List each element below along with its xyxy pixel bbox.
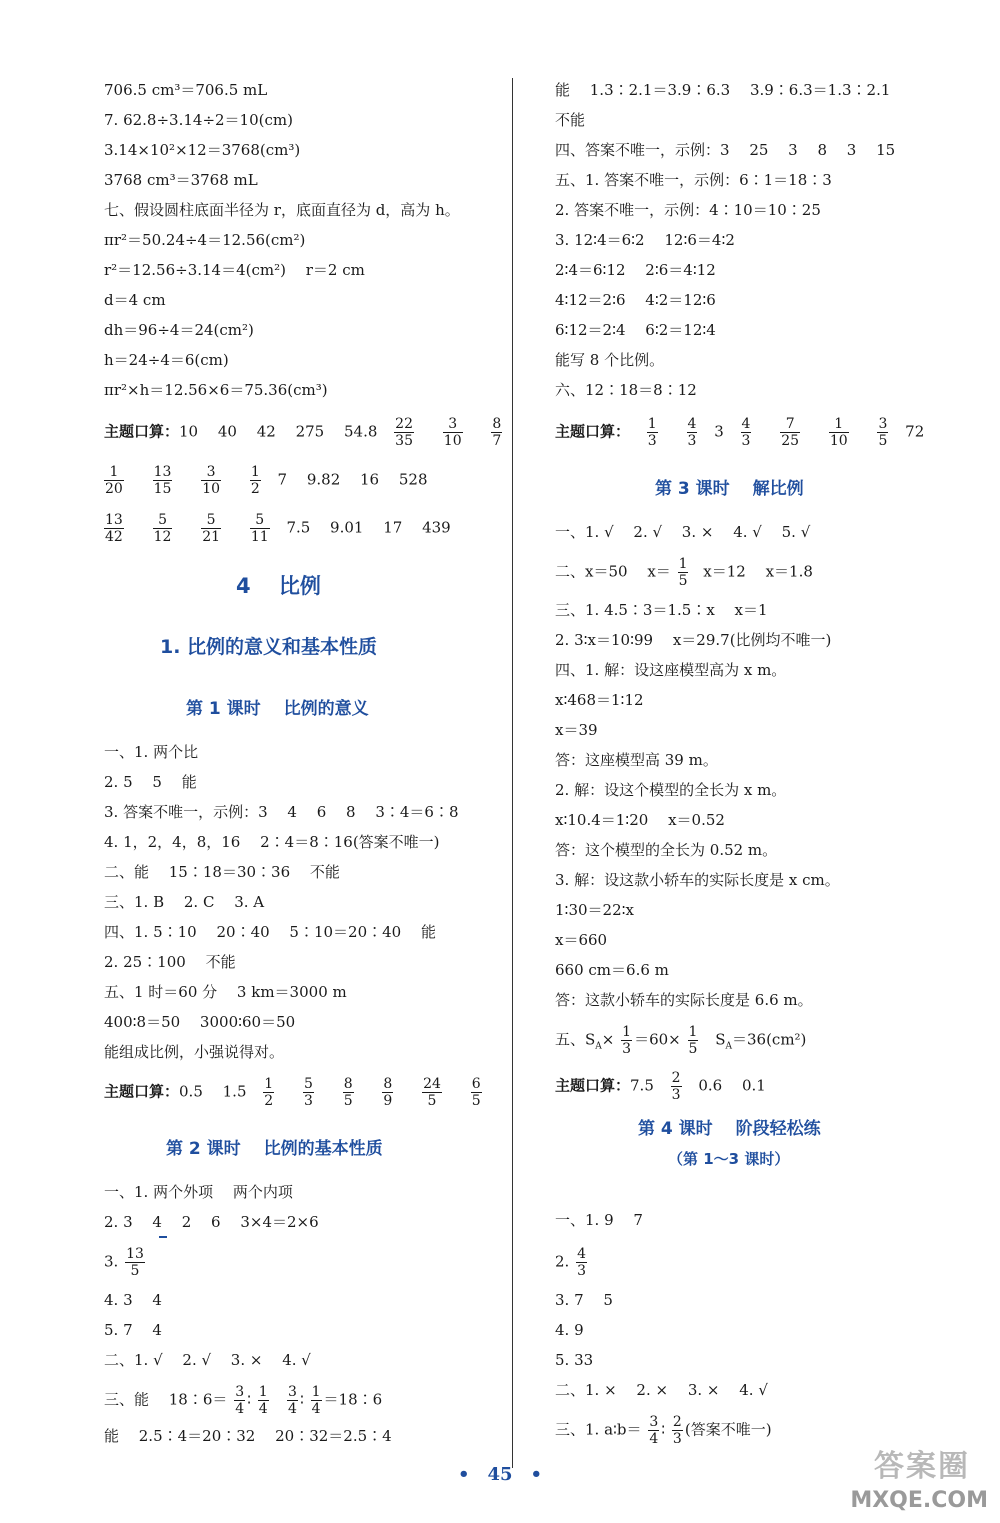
mental-math-label: 主题口算：: [104, 1082, 180, 1101]
answer-line: 五、1 时＝60 分 3 km＝3000 m: [104, 983, 347, 1001]
answer-line: 一、1. 两个外项 两个内项: [104, 1183, 293, 1201]
answer-line: 二、1. × 2. × 3. × 4. √: [555, 1381, 768, 1399]
fraction: $\frac{3}{4}$: [288, 1384, 297, 1417]
watermark-logo: 答案圈: [874, 1449, 970, 1484]
answer-line: 7. 62.8÷3.14÷2＝10(cm): [104, 111, 293, 129]
mental-math-row: [92, 512, 451, 545]
fraction: $\frac{1}{4}$: [311, 1384, 321, 1417]
mental-math-row: [104, 416, 514, 449]
answer-line: 6∶12＝2∶4 6∶2＝12∶4: [555, 321, 716, 339]
answer-line: 三、1. a∶b＝ $\frac{3}{4}$ ∶ $\frac{2}{3}$ (答案不唯一): [555, 1414, 772, 1447]
mental-math-label: 主题口算：: [555, 422, 631, 441]
answer-line: 706.5 cm³＝706.5 mL: [104, 81, 268, 99]
answer-line: x＝660: [555, 931, 608, 949]
fraction: $\frac{1}{2}$: [264, 1076, 274, 1109]
lesson-title: 第 2 课时 比例的基本性质: [166, 1139, 383, 1159]
fraction: $\frac{3}{10}$: [202, 464, 221, 497]
answer-line: 三、能 18∶6＝ $\frac{3}{4}$ ∶ $\frac{1}{4}$ $\frac{3}{4}$ ∶ $\frac{1}{4}$ ＝18∶6: [104, 1384, 383, 1417]
fraction: $\frac{4}{3}$: [577, 1246, 587, 1279]
answer-line: 2∶4＝6∶12 2∶6＝4∶12: [555, 261, 716, 279]
answer-line: 2. 解：设这个模型的全长为 x m。: [555, 781, 787, 799]
answer-line: 一、1. 9 7: [555, 1211, 643, 1229]
fraction: $\frac{1}{3}$: [647, 416, 657, 449]
answer-line: 3.14×10²×12＝3768(cm³): [104, 141, 301, 159]
answer-line: 3. 12∶4＝6∶2 12∶6＝4∶2: [555, 231, 735, 249]
page-number: • 45 •: [457, 1464, 543, 1485]
answer-line: 五、1. 答案不唯一，示例：6∶1＝18∶3: [555, 171, 832, 189]
answer-line: 2. 3 4 2 6 3×4＝2×6: [104, 1213, 319, 1231]
lesson-title: 第 3 课时 解比例: [655, 479, 804, 499]
answer-line: 六、12∶18＝8∶12: [555, 381, 697, 399]
fraction: $\frac{7}{25}$: [781, 416, 800, 449]
mark: [159, 1236, 167, 1238]
mental-math-row: [104, 1076, 494, 1109]
mental-math-row: 主题口算： $\frac{1}{3}$ $\frac{4}{3}$ 3 $\frac{4}{3}$ $\frac{7}{25}$ $\frac{1}{10}$ $\frac{3}{5}$ 72: [555, 416, 925, 449]
fraction: $\frac{1}{4}$: [258, 1384, 268, 1417]
answer-line: 2. 25∶100 不能: [104, 953, 236, 971]
fraction: $\frac{3}{4}$: [649, 1414, 659, 1447]
answer-line: 4. 3 4: [104, 1291, 162, 1309]
answer-line: 四、答案不唯一，示例：3 25 3 8 3 15: [555, 141, 896, 159]
answer-line: d＝4 cm: [104, 291, 166, 309]
answer-line: 答：这座模型高 39 m。: [555, 751, 718, 769]
answer-line: 4. 9: [555, 1321, 584, 1339]
answer-line: 3. 答案不唯一，示例：3 4 6 8 3∶4＝6∶8: [104, 803, 459, 821]
mental-math-row: [92, 464, 428, 497]
fraction: $\frac{3}{4}$: [235, 1384, 245, 1417]
answer-line: 5. 7 4: [104, 1321, 162, 1339]
answer-line: dh＝96÷4＝24(cm²): [104, 321, 254, 339]
answer-line: 3. 7 5: [555, 1291, 613, 1309]
answer-line: 不能: [555, 111, 586, 129]
fraction: $\frac{24}{5}$: [423, 1076, 441, 1109]
answer-line: 4∶12＝2∶6 4∶2＝12∶6: [555, 291, 716, 309]
fraction: $\frac{13}{42}$: [105, 512, 123, 545]
answer-line: 2. $\frac{4}{3}$: [555, 1246, 587, 1279]
answer-line: 3768 cm³＝3768 mL: [104, 171, 258, 189]
answer-line: 2. 5 5 能: [104, 773, 197, 791]
answer-line: 七、假设圆柱底面半径为 r，底面直径为 d，高为 h。: [104, 201, 460, 219]
fraction: $\frac{22}{35}$: [395, 416, 413, 449]
answer-line: 二、能 15∶18＝30∶36 不能: [104, 863, 340, 881]
fraction: $\frac{5}{3}$: [303, 1076, 313, 1109]
mental-math-row: 主题口算：7.5 $\frac{2}{3}$ 0.6 0.1: [555, 1070, 766, 1103]
answer-line: 三、1. B 2. C 3. A: [104, 893, 265, 911]
answer-line: 能写 8 个比例。: [555, 351, 665, 369]
fraction: $\frac{2}{3}$: [671, 1070, 681, 1103]
mental-math-values: 7 9.82 16 528: [277, 470, 428, 489]
answer-line: r²＝12.56÷3.14＝4(cm²) r＝2 cm: [104, 261, 365, 279]
fraction: $\frac{5}{11}$: [250, 512, 269, 545]
answer-line: 能组成比例，小强说得对。: [104, 1043, 285, 1061]
fraction: $\frac{8}{5}$: [343, 1076, 353, 1109]
fraction: $\frac{4}{3}$: [741, 416, 751, 449]
mental-math-label: 主题口算：: [555, 1076, 631, 1095]
fraction: $\frac{4}{3}$: [687, 416, 697, 449]
answer-line: 五、$S_A\times$ $\frac{1}{3}$ ＝60× $\frac{1}{5}$ $S_A=36(cm^2)$: [555, 1024, 807, 1057]
fraction: $\frac{8}{7}$: [492, 416, 502, 449]
answer-line: 2. 答案不唯一，示例：4∶10＝10∶25: [555, 201, 821, 219]
answer-line: 二、x＝50 x＝ $\frac{1}{5}$ x＝12 x＝1.8: [555, 556, 813, 589]
fraction: $\frac{1}{5}$: [678, 556, 688, 589]
fraction: $\frac{2}{3}$: [672, 1414, 682, 1447]
fraction: $\frac{8}{9}$: [383, 1076, 393, 1109]
fraction: $\frac{13}{15}$: [153, 464, 172, 497]
lesson-title: 第 1 课时 比例的意义: [186, 699, 369, 719]
answer-line: h＝24÷4＝6(cm): [104, 351, 229, 369]
fraction: $\frac{1}{10}$: [829, 416, 848, 449]
answer-line: 4. 1，2，4，8，16 2∶4＝8∶16(答案不唯一): [104, 833, 440, 851]
answer-line: 二、1. √ 2. √ 3. × 4. √: [104, 1351, 311, 1369]
answer-line: πr²×h＝12.56×6＝75.36(cm³): [104, 381, 328, 399]
mental-math-values: 10 40 42 275 54.8: [179, 422, 378, 441]
fraction: $\frac{13}{5}$: [126, 1246, 144, 1279]
mental-math-values: 0.5 1.5: [179, 1082, 247, 1101]
answer-line: 四、1. 解：设这座模型高为 x m。: [555, 661, 787, 679]
answer-line: 400∶8＝50 3000∶60＝50: [104, 1013, 296, 1031]
answer-line: 3. $\frac{13}{5}$: [104, 1246, 144, 1279]
answer-line: 答：这款小轿车的实际长度是 6.6 m。: [555, 991, 813, 1009]
answer-line: 一、1. 两个比: [104, 743, 199, 761]
answer-line: 660 cm＝6.6 m: [555, 961, 669, 979]
fraction: $\frac{5}{21}$: [202, 512, 221, 545]
fraction: $\frac{3}{5}$: [878, 416, 888, 449]
answer-line: 2. 3∶x＝10∶99 x＝29.7(比例均不唯一): [555, 631, 832, 649]
answer-line: 三、1. 4.5∶3＝1.5∶x x＝1: [555, 601, 768, 619]
answer-line: x∶10.4＝1∶20 x＝0.52: [555, 811, 725, 829]
section-title: 1. 比例的意义和基本性质: [160, 636, 378, 658]
column-divider: [512, 78, 513, 1468]
answer-line: 能 2.5∶4＝20∶32 20∶32＝2.5∶4: [104, 1427, 392, 1445]
fraction: $\frac{3}{10}$: [443, 416, 462, 449]
lesson-subtitle: （第 1～3 课时）: [668, 1150, 790, 1168]
answer-line: x＝39: [555, 721, 598, 739]
watermark-site: MXQE.COM: [850, 1488, 988, 1513]
fraction: $\frac{5}{12}$: [153, 512, 172, 545]
answer-line: 一、1. √ 2. √ 3. × 4. √ 5. √: [555, 523, 811, 541]
lesson-title: 第 4 课时 阶段轻松练: [638, 1119, 821, 1139]
answer-line: 能 1.3∶2.1＝3.9∶6.3 3.9∶6.3＝1.3∶2.1: [555, 81, 891, 99]
fraction: $\frac{1}{20}$: [105, 464, 123, 497]
answer-line: 答：这个模型的全长为 0.52 m。: [555, 841, 778, 859]
answer-line: 1∶30＝22∶x: [555, 901, 634, 919]
answer-line: 3. 解：设这款小轿车的实际长度是 x cm。: [555, 871, 840, 889]
answer-line: 四、1. 5∶10 20∶40 5∶10＝20∶40 能: [104, 923, 436, 941]
mental-math-label: 主题口算：: [104, 422, 180, 441]
unit-title: 4 比例: [236, 574, 321, 598]
fraction: $\frac{1}{3}$: [622, 1024, 632, 1057]
answer-line: x∶468＝1∶12: [555, 691, 644, 709]
fraction: $\frac{6}{5}$: [471, 1076, 481, 1109]
fraction: $\frac{1}{5}$: [688, 1024, 698, 1057]
fraction: $\frac{1}{2}$: [250, 464, 260, 497]
answer-line: πr²＝50.24÷4＝12.56(cm²): [104, 231, 306, 249]
answer-line: 5. 33: [555, 1351, 594, 1369]
mental-math-values: 7.5 9.01 17 439: [286, 518, 451, 537]
